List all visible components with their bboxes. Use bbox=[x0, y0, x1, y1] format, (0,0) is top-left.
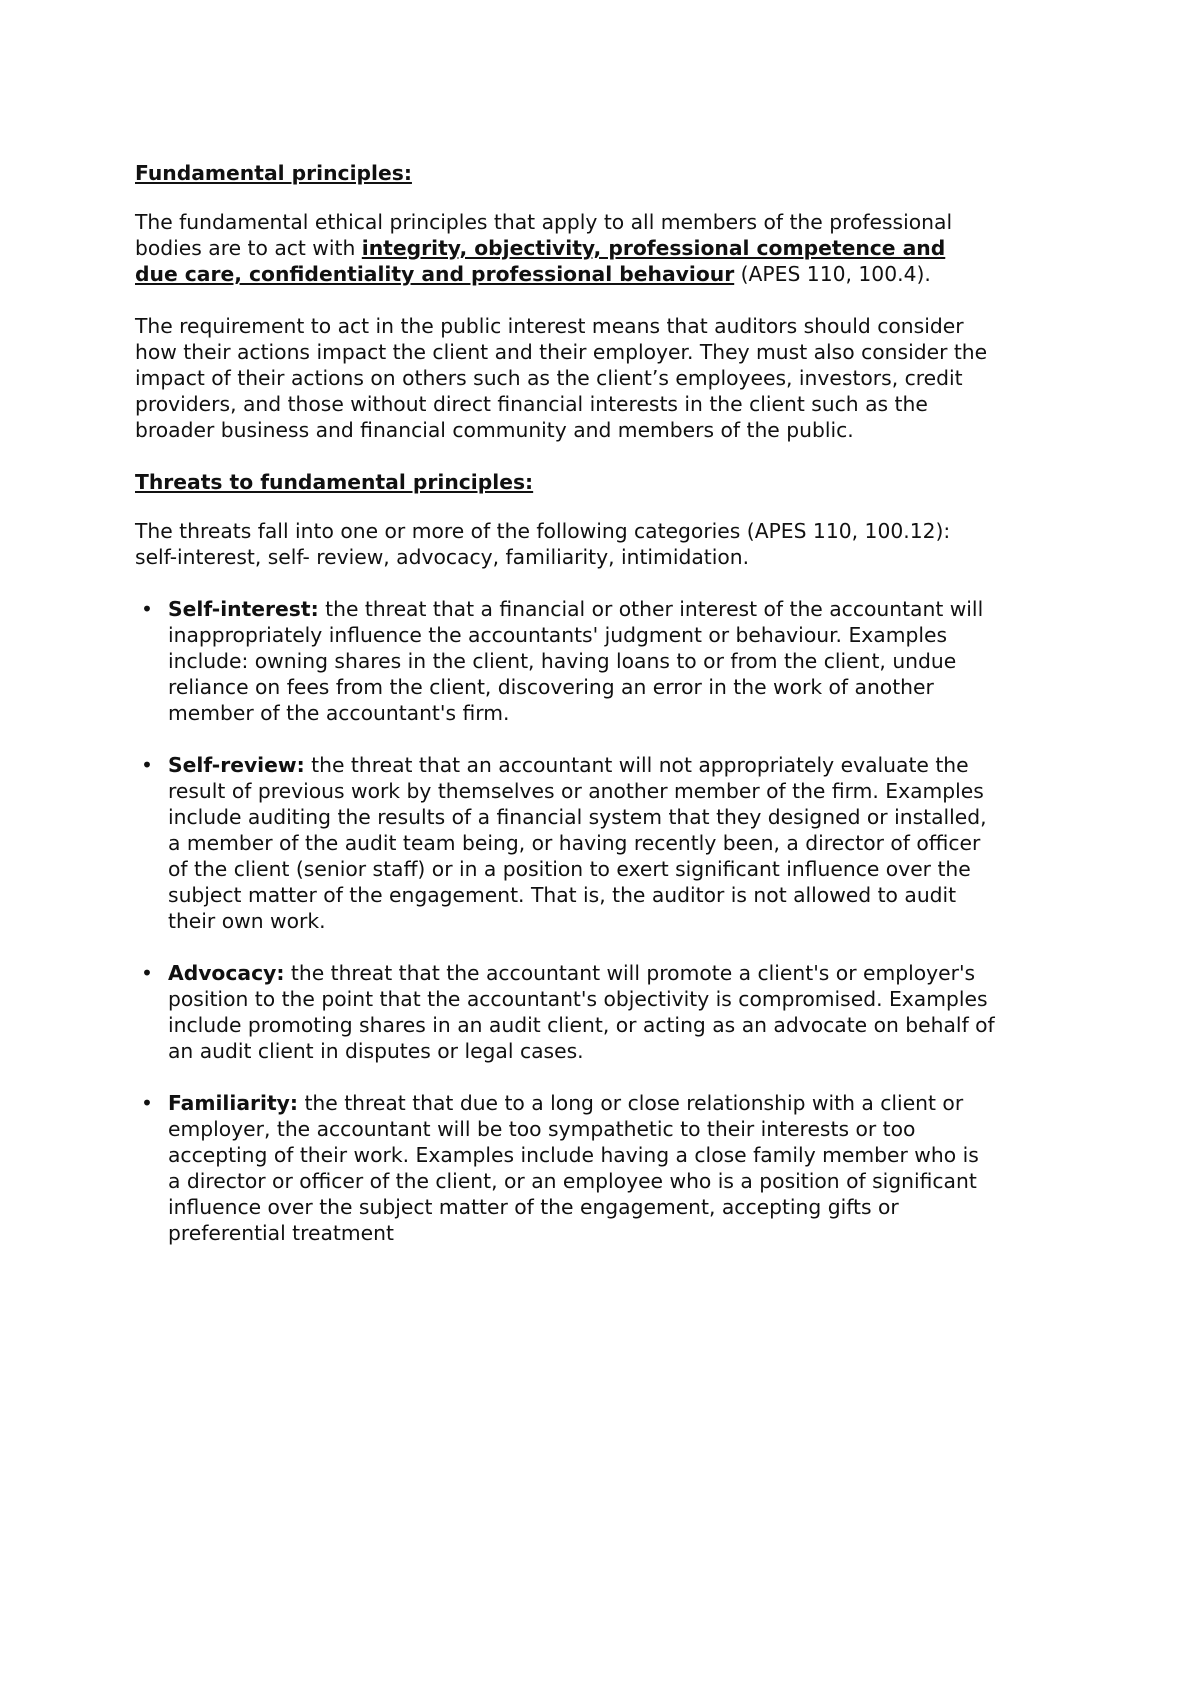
heading-threats: Threats to fundamental principles: bbox=[135, 470, 534, 494]
text: The fundamental ethical principles that apply to all members of the professional bodies are to act with bbox=[135, 210, 953, 260]
threat-description: the threat that a financial or other interest of the accountant will inappropriately influence the accountants' judgment or behaviour. Examples include: owning shares in the client, having loans to or from the client, undue reliance on fees from the client, discovering an error in the work of another member of the accountant's firm. bbox=[168, 597, 984, 725]
list-item bbox=[135, 960, 995, 1064]
threats-list bbox=[135, 596, 995, 1246]
list-item bbox=[135, 752, 995, 934]
principles-emphasis: integrity, objectivity, professional competence and due care, confidentiality and professional behaviour bbox=[135, 236, 946, 286]
heading-fundamental-principles: Fundamental principles: bbox=[135, 161, 412, 185]
threat-term: Familiarity: bbox=[168, 1091, 299, 1115]
threat-term: Self-review: bbox=[168, 753, 305, 777]
bullet-icon: • bbox=[141, 1091, 153, 1115]
threat-term: Advocacy: bbox=[168, 961, 285, 985]
list-item bbox=[135, 1090, 995, 1246]
text: (APES 110, 100.4). bbox=[734, 262, 931, 286]
document-page bbox=[135, 160, 995, 1272]
threat-description: the threat that due to a long or close relationship with a client or employer, the accountant will be too sympathetic to their interests or too accepting of their work. Examples include having a close family member who is a director or officer of the client, or an employee who is a position of significant influence over the subject matter of the engagement, accepting gifts or preferential treatment bbox=[168, 1091, 979, 1245]
paragraph-principles bbox=[135, 209, 995, 287]
threat-description: the threat that the accountant will promote a client's or employer's position to the point that the accountant's objectivity is compromised. Examples include promoting shares in an audit client, or acting as an advocate on behalf of an audit client in disputes or legal cases. bbox=[168, 961, 995, 1063]
threat-term: Self-interest: bbox=[168, 597, 319, 621]
list-item bbox=[135, 596, 995, 726]
paragraph-threat-categories: The threats fall into one or more of the following categories (APES 110, 100.12): self-interest, self- review, advocacy, familiarity, intimidation. bbox=[135, 519, 951, 569]
bullet-icon: • bbox=[141, 753, 153, 777]
bullet-icon: • bbox=[141, 597, 153, 621]
paragraph-public-interest: The requirement to act in the public interest means that auditors should consider how their actions impact the client and their employer. They must also consider the impact of their actions on others such as the client’s employees, investors, credit providers, and those without direct financial interests in the client such as the broader business and financial community and members of the public. bbox=[135, 314, 988, 442]
threat-description: the threat that an accountant will not appropriately evaluate the result of previous work by themselves or another member of the firm. Examples include auditing the results of a financial system that they designed or installed, a member of the audit team being, or having recently been, a director of officer of the client (senior staff) or in a position to exert significant influence over the subject matter of the engagement. That is, the auditor is not allowed to audit their own work. bbox=[168, 753, 987, 933]
bullet-icon: • bbox=[141, 961, 153, 985]
